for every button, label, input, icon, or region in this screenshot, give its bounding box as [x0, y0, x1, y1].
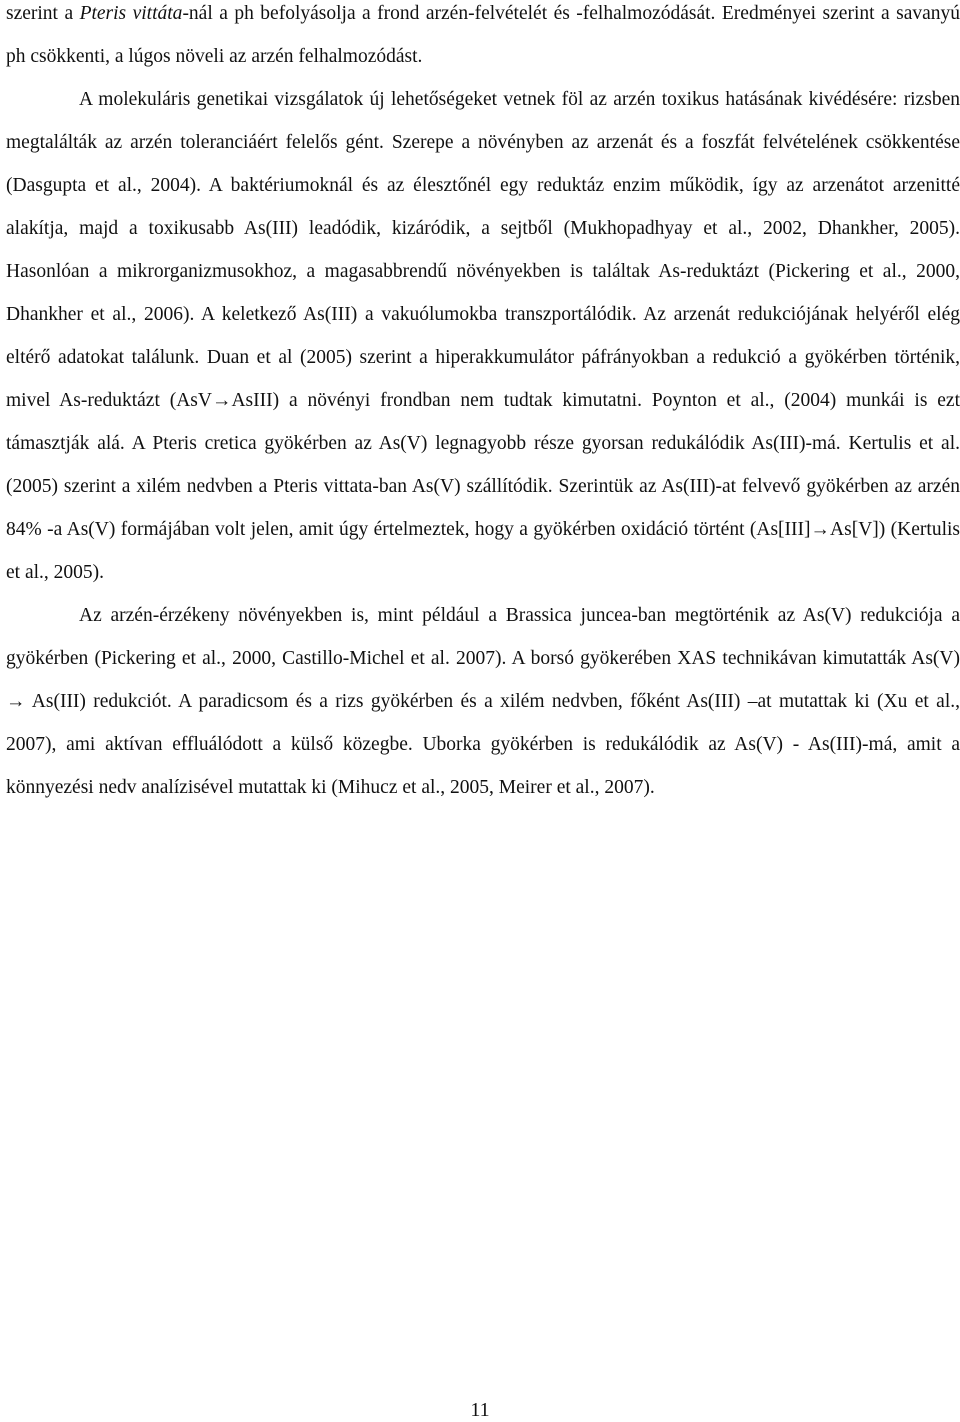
page-number: 11 [470, 1399, 490, 1421]
paragraph-1-prefix: szerint a [6, 3, 80, 24]
paragraph-arsenic-genetics: A molekuláris genetikai vizsgálatok új lehetőségeket vetnek föl az arzén toxikus hatásának kivédésére: rizsben megtalálták az arzén toleranciáért felelős gént. Szerepe a növényben az arzenát és a foszfát felvételének csökkentése (Dasgupta et al., 2004). A baktériumoknál és az élesztőnél egy reduktáz enzim működik, így az arzenátot arzenitté alakítja, majd a toxikusabb As(III) leadódik, kizáródik, a sejtből (Mukhopadhyay et al., 2002, Dhankher, 2005). Hasonlóan a mikrorganizmusokhoz, a magasabbrendű növényekben is találtak As-reduktázt (Pickering et al., 2000, Dhankher et al., 2006). A keletkező As(III) a vakuólumokba transzportálódik. Az arzenát redukciójának helyéről elég eltérő adatokat találunk. Duan et al (2005) szerint a hiperakkumulátor páfrányokban a redukció a gyökérben történik, mivel As-reduktázt (AsV→AsIII) a növényi frondban nem tudtak kimutatni. Poynton et al., (2004) munkái is ezt támasztják alá. A Pteris cretica gyökérben az As(V) legnagyobb része gyorsan redukálódik As(III)-má. Kertulis et al. (2005) szerint a xilém nedvben a Pteris vittata-ban As(V) szállítódik. Szerintük az As(III)-at felvevő gyökérben az arzén 84% -a As(V) formájában volt jelen, amit úgy értelmeztek, hogy a gyökérben oxidáció történt (As[III]→As[V]) (Kertulis et al., 2005). [6, 89, 960, 583]
document-page [6, 0, 960, 809]
paragraph-1-suffix: -nál a ph befolyásolja a frond arzén-felvételét és -felhalmozódását. Eredményei szerint a savanyú ph csökkenti, a lúgos növeli az arzén felhalmozódást. [6, 3, 960, 67]
paragraph-continuation [6, 0, 960, 78]
species-name-pteris-vittata: Pteris vittáta [79, 3, 183, 24]
paragraph-arsenic-sensitive-plants: Az arzén-érzékeny növényekben is, mint például a Brassica juncea-ban megtörténik az As(V) redukciója a gyökérben (Pickering et al., 2000, Castillo-Michel et al. 2007). A borsó gyökerében XAS technikávan kimutatták As(V) → As(III) redukciót. A paradicsom és a rizs gyökérben és a xilém nedvben, főként As(III) –at mutattak ki (Xu et al., 2007), ami aktívan effluálódott a külső közegbe. Uborka gyökérben is redukálódik az As(V) - As(III)-má, amit a könnyezési nedv analízisével mutattak ki (Mihucz et al., 2005, Meirer et al., 2007). [6, 605, 960, 798]
